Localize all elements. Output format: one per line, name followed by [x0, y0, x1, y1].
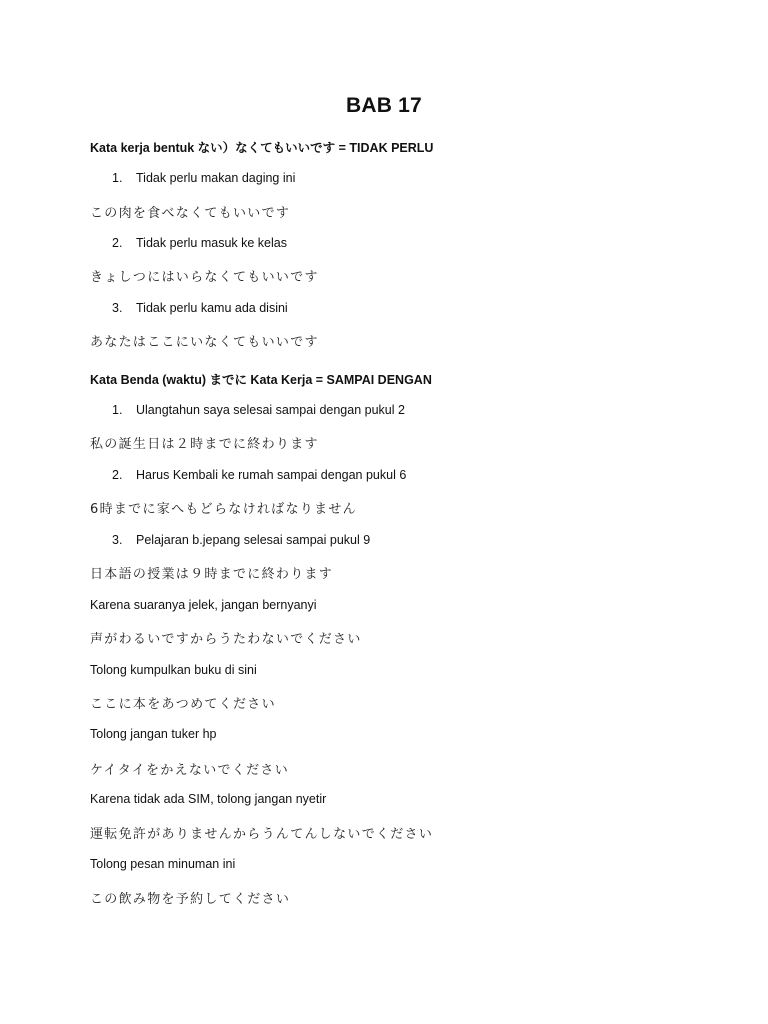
japanese-sentence: この飲み物を予約してください: [90, 892, 291, 907]
japanese-sentence: きょしつにはいらなくてもいいです: [90, 270, 319, 285]
list-item: [112, 301, 288, 315]
list-number: 3.: [112, 301, 123, 315]
indonesian-sentence: Karena suaranya jelek, jangan bernyanyi: [90, 598, 317, 612]
japanese-sentence: 6時までに家へもどらなければなりません: [90, 502, 357, 517]
japanese-sentence: 日本語の授業は９時までに終わります: [90, 567, 334, 582]
indonesian-sentence: Karena tidak ada SIM, tolong jangan nyetir: [90, 792, 327, 806]
japanese-sentence: ここに本をあつめてください: [90, 697, 276, 712]
section-heading-sampai-dengan: Kata Benda (waktu) までに Kata Kerja = SAMPAI DENGAN: [90, 373, 432, 387]
japanese-sentence: 運転免許がありませんからうんてんしないでください: [90, 827, 434, 842]
list-item: [112, 533, 370, 547]
japanese-sentence: 声がわるいですからうたわないでください: [90, 632, 362, 647]
indonesian-sentence: Tolong kumpulkan buku di sini: [90, 663, 257, 677]
list-text: Tidak perlu makan daging ini: [136, 171, 296, 185]
japanese-sentence: 私の誕生日は２時までに終わります: [90, 437, 319, 452]
list-item: [112, 236, 287, 250]
japanese-sentence: ケイタイをかえないでください: [90, 763, 290, 778]
list-item: [112, 403, 405, 417]
indonesian-sentence: Tolong pesan minuman ini: [90, 857, 236, 871]
list-number: 1.: [112, 403, 123, 417]
list-number: 1.: [112, 171, 123, 185]
list-text: Tidak perlu kamu ada disini: [136, 301, 288, 315]
chapter-title: BAB 17: [346, 94, 422, 117]
indonesian-sentence: Tolong jangan tuker hp: [90, 727, 217, 741]
list-number: 3.: [112, 533, 123, 547]
list-number: 2.: [112, 468, 123, 482]
list-text: Tidak perlu masuk ke kelas: [136, 236, 287, 250]
list-text: Ulangtahun saya selesai sampai dengan pukul 2: [136, 403, 405, 417]
list-item: [112, 171, 295, 185]
section-heading-tidak-perlu: Kata kerja bentuk ない）なくてもいいです = TIDAK PERLU: [90, 141, 434, 155]
list-text: Harus Kembali ke rumah sampai dengan pukul 6: [136, 468, 407, 482]
japanese-sentence: この肉を食べなくてもいいです: [90, 206, 291, 221]
japanese-sentence: あなたはここにいなくてもいいです: [90, 335, 319, 350]
list-number: 2.: [112, 236, 123, 250]
list-item: [112, 468, 406, 482]
list-text: Pelajaran b.jepang selesai sampai pukul 9: [136, 533, 371, 547]
